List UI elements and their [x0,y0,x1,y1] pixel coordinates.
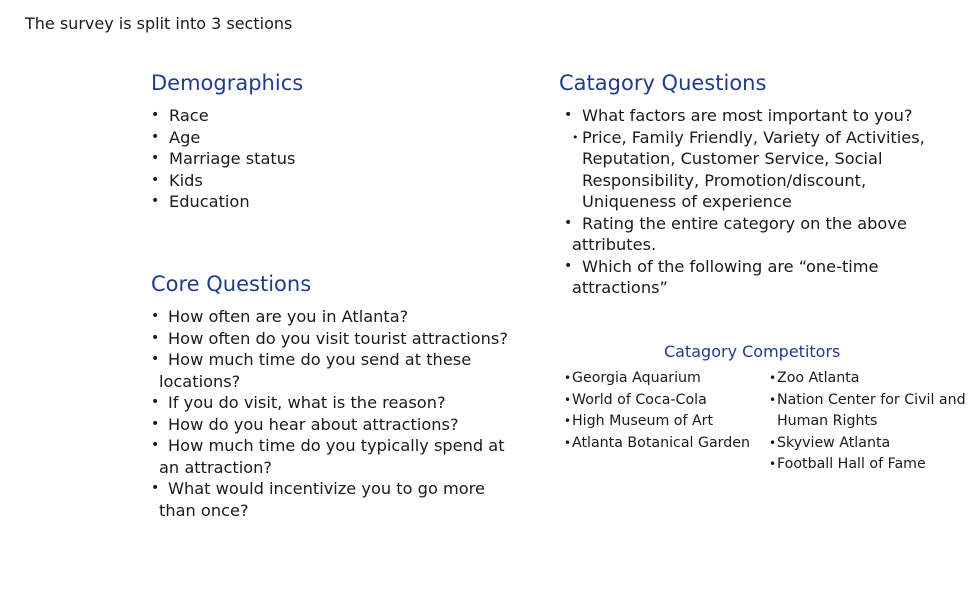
list-item: • Rating the entire category on the above [564,213,907,233]
competitors-heading: Catagory Competitors [664,342,841,361]
list-item: • How often do you visit tourist attractions? [151,328,508,348]
core-questions-list [151,306,508,521]
list-item: • High Museum of Art [564,413,714,429]
list-item: • How much time do you typically spend at [151,436,505,455]
list-item: • Zoo Atlanta [769,370,860,386]
list-item: • Age [151,127,201,147]
list-item: • Atlanta Botanical Garden [564,434,750,451]
list-item: Responsibility, Promotion/discount, [582,170,867,190]
list-item: • Nation Center for Civil and [769,391,966,408]
list-item: attributes. [572,235,657,254]
list-item: • How do you hear about attractions? [151,414,459,434]
list-item: • How much time do you send at these [151,350,472,369]
category-questions-heading: Catagory Questions [559,71,767,95]
list-item: attractions” [572,278,668,297]
list-item: • World of Coca-Cola [564,391,707,408]
list-item: • Price, Family Friendly, Variety of Activities, [572,127,925,147]
list-item: • Which of the following are “one-time [564,256,879,276]
list-item: • Race [151,106,209,125]
core-questions-heading: Core Questions [151,272,312,296]
list-item: an attraction? [159,457,273,477]
competitors-list-left [564,368,750,454]
list-item: • Kids [151,170,203,190]
list-item: Human Rights [777,413,878,429]
list-item: • Georgia Aquarium [564,370,701,386]
list-item: • Football Hall of Fame [769,456,926,472]
list-item: • How often are you in Atlanta? [151,307,409,326]
list-item: • What factors are most important to you? [564,106,913,125]
intro-text: The survey is split into 3 sections [25,14,293,33]
list-item: locations? [159,371,241,391]
list-item: • Skyview Atlanta [769,434,891,451]
list-item: • If you do visit, what is the reason? [151,393,446,412]
list-item: • Education [151,192,250,211]
competitors-list-right [769,368,966,476]
list-item: • What would incentivize you to go more [151,479,485,498]
list-item: Reputation, Customer Service, Social [582,149,883,168]
category-questions-list [564,105,925,299]
list-item: • Marriage status [151,149,296,168]
list-item: Uniqueness of experience [582,192,792,211]
demographics-list [151,105,295,213]
list-item: than once? [159,500,249,520]
demographics-heading: Demographics [151,71,304,95]
